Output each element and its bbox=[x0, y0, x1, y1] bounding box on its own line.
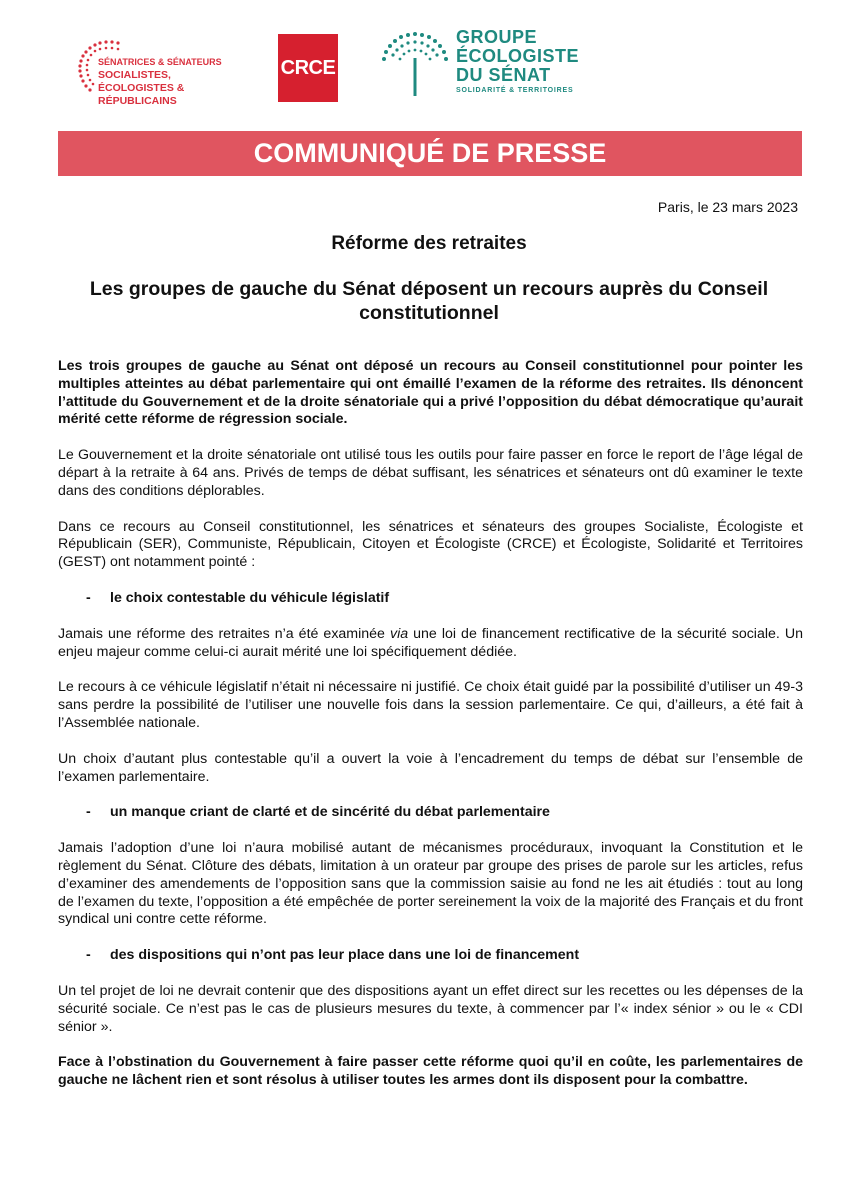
ser-logo bbox=[68, 34, 258, 107]
bullet-text-3: des dispositions qui n’ont pas leur place dans une loi de financement bbox=[110, 947, 580, 964]
gest-subtitle: SOLIDARITÉ & TERRITOIRES bbox=[456, 87, 574, 94]
document-body bbox=[58, 358, 803, 1090]
gest-logo bbox=[378, 27, 580, 102]
conclusion-paragraph: Face à l’obstination du Gouvernement à faire passer cette réforme quoi qu’il en coûte, les parlementaires de gauche ne lâchent rien et sont résolus à utiliser toutes les armes dont ils disposent pour la combattre. bbox=[58, 1054, 803, 1089]
paragraph-1: Le Gouvernement et la droite sénatoriale ont utilisé tous les outils pour faire passer en force le report de l’âge légal de départ à la retraite à 64 ans. Privés de temps de débat suffisant, les sénatrices et sénateurs ont dû examiner le texte dans des conditions déplorables. bbox=[58, 447, 803, 499]
bullet-item-2 bbox=[58, 804, 803, 822]
paragraph-6: Jamais l’adoption d’une loi n’aura mobilisé autant de mécanismes procéduraux, invoquant la Constitution et le règlement du Sénat. Clôture des débats, limitation à un orateur par groupe des prises de parole sur les articles, refus d’examiner des amendements de l’opposition sans que la commission saisie au fond ne les ait étudiés : tout au long de l’examen du texte, l’opposition a été empêchée de porter sereinement la voix de la majorité des Français et du front syndical uni contre cette réforme. bbox=[58, 840, 803, 928]
gest-line1: GROUPE bbox=[456, 27, 538, 47]
paragraph-3-end: une loi de financement rectificative de la sécurité sociale. Un enjeu majeur comme celui-ci aurait mérité une loi spécifiquement dédiée. bbox=[58, 625, 803, 660]
header-logos bbox=[60, 28, 800, 108]
paragraph-4: Le recours à ce véhicule législatif n’était ni nécessaire ni justifié. Ce choix était guidé par la possibilité d’utiliser un 49-3 sans perdre la possibilité de l’utiliser une nouvelle fois dans la session parlementaire. Ce qui, d’ailleurs, a été fait à l’Assemblée nationale. bbox=[58, 679, 803, 731]
bullet-dash: - bbox=[86, 589, 91, 606]
paragraph-5: Un choix d’autant plus contestable qu’il a ouvert la voie à l’encadrement du temps de débat sur l’ensemble de l’examen parlementaire. bbox=[58, 750, 803, 785]
ser-line3: ÉCOLOGISTES & RÉPUBLICAINS bbox=[98, 82, 185, 107]
bullet-text-2: un manque criant de clarté et de sincérité du débat parlementaire bbox=[110, 804, 550, 821]
press-release-banner: COMMUNIQUÉ DE PRESSE bbox=[58, 131, 802, 176]
paragraph-3 bbox=[58, 626, 803, 662]
crce-logo: CRCE bbox=[278, 34, 338, 102]
bullet-dash: - bbox=[86, 804, 91, 821]
gest-line3: DU SÉNAT bbox=[456, 65, 551, 85]
document-title: Réforme des retraites bbox=[331, 233, 527, 254]
paragraph-3-start: Jamais une réforme des retraites n’a été examinée bbox=[58, 625, 390, 642]
bullet-item-3 bbox=[58, 947, 803, 965]
document-subtitle: Les groupes de gauche du Sénat déposent un recours auprès du Conseil constitutionnel bbox=[89, 278, 769, 324]
paragraph-7: Un tel projet de loi ne devrait contenir que des dispositions ayant un effet direct sur les recettes ou les dépenses de la sécurité sociale. Ce n’est pas le cas de plusieurs mesures du texte, à commencer par l’« index sénior » ou le « CDI sénior ». bbox=[58, 982, 803, 1035]
intro-paragraph: Les trois groupes de gauche au Sénat ont déposé un recours au Conseil constitutionnel pour pointer les multiples atteintes au débat parlementaire qui ont émaillé l’examen de la réforme des retraites. Ils dénoncent l’attitude du Gouvernement et de la droite sénatoriale qui a privé l’opposition du débat démocratique qu’aurait mérité cette réforme de régression sociale. bbox=[58, 358, 803, 428]
paragraph-3-italic: via bbox=[389, 625, 409, 642]
bullet-dash: - bbox=[86, 947, 91, 964]
paragraph-2: Dans ce recours au Conseil constitutionnel, les sénatrices et sénateurs des groupes Socialiste, Écologiste et Républicain (SER), Communiste, Républicain, Citoyen et Écologiste (CRCE) et Écologiste, Solidarité et Territoires (GEST) ont notamment pointé : bbox=[58, 518, 803, 571]
bullet-item-1 bbox=[58, 590, 803, 608]
gest-hemicycle-icon bbox=[378, 28, 452, 102]
document-date: Paris, le 23 mars 2023 bbox=[657, 199, 798, 215]
ser-line1: SÉNATRICES & SÉNATEURS bbox=[98, 57, 222, 67]
gest-line2: ÉCOLOGISTE bbox=[456, 46, 580, 66]
ser-line2: SOCIALISTES, bbox=[98, 69, 171, 81]
bullet-text-1: le choix contestable du véhicule législatif bbox=[110, 589, 390, 606]
